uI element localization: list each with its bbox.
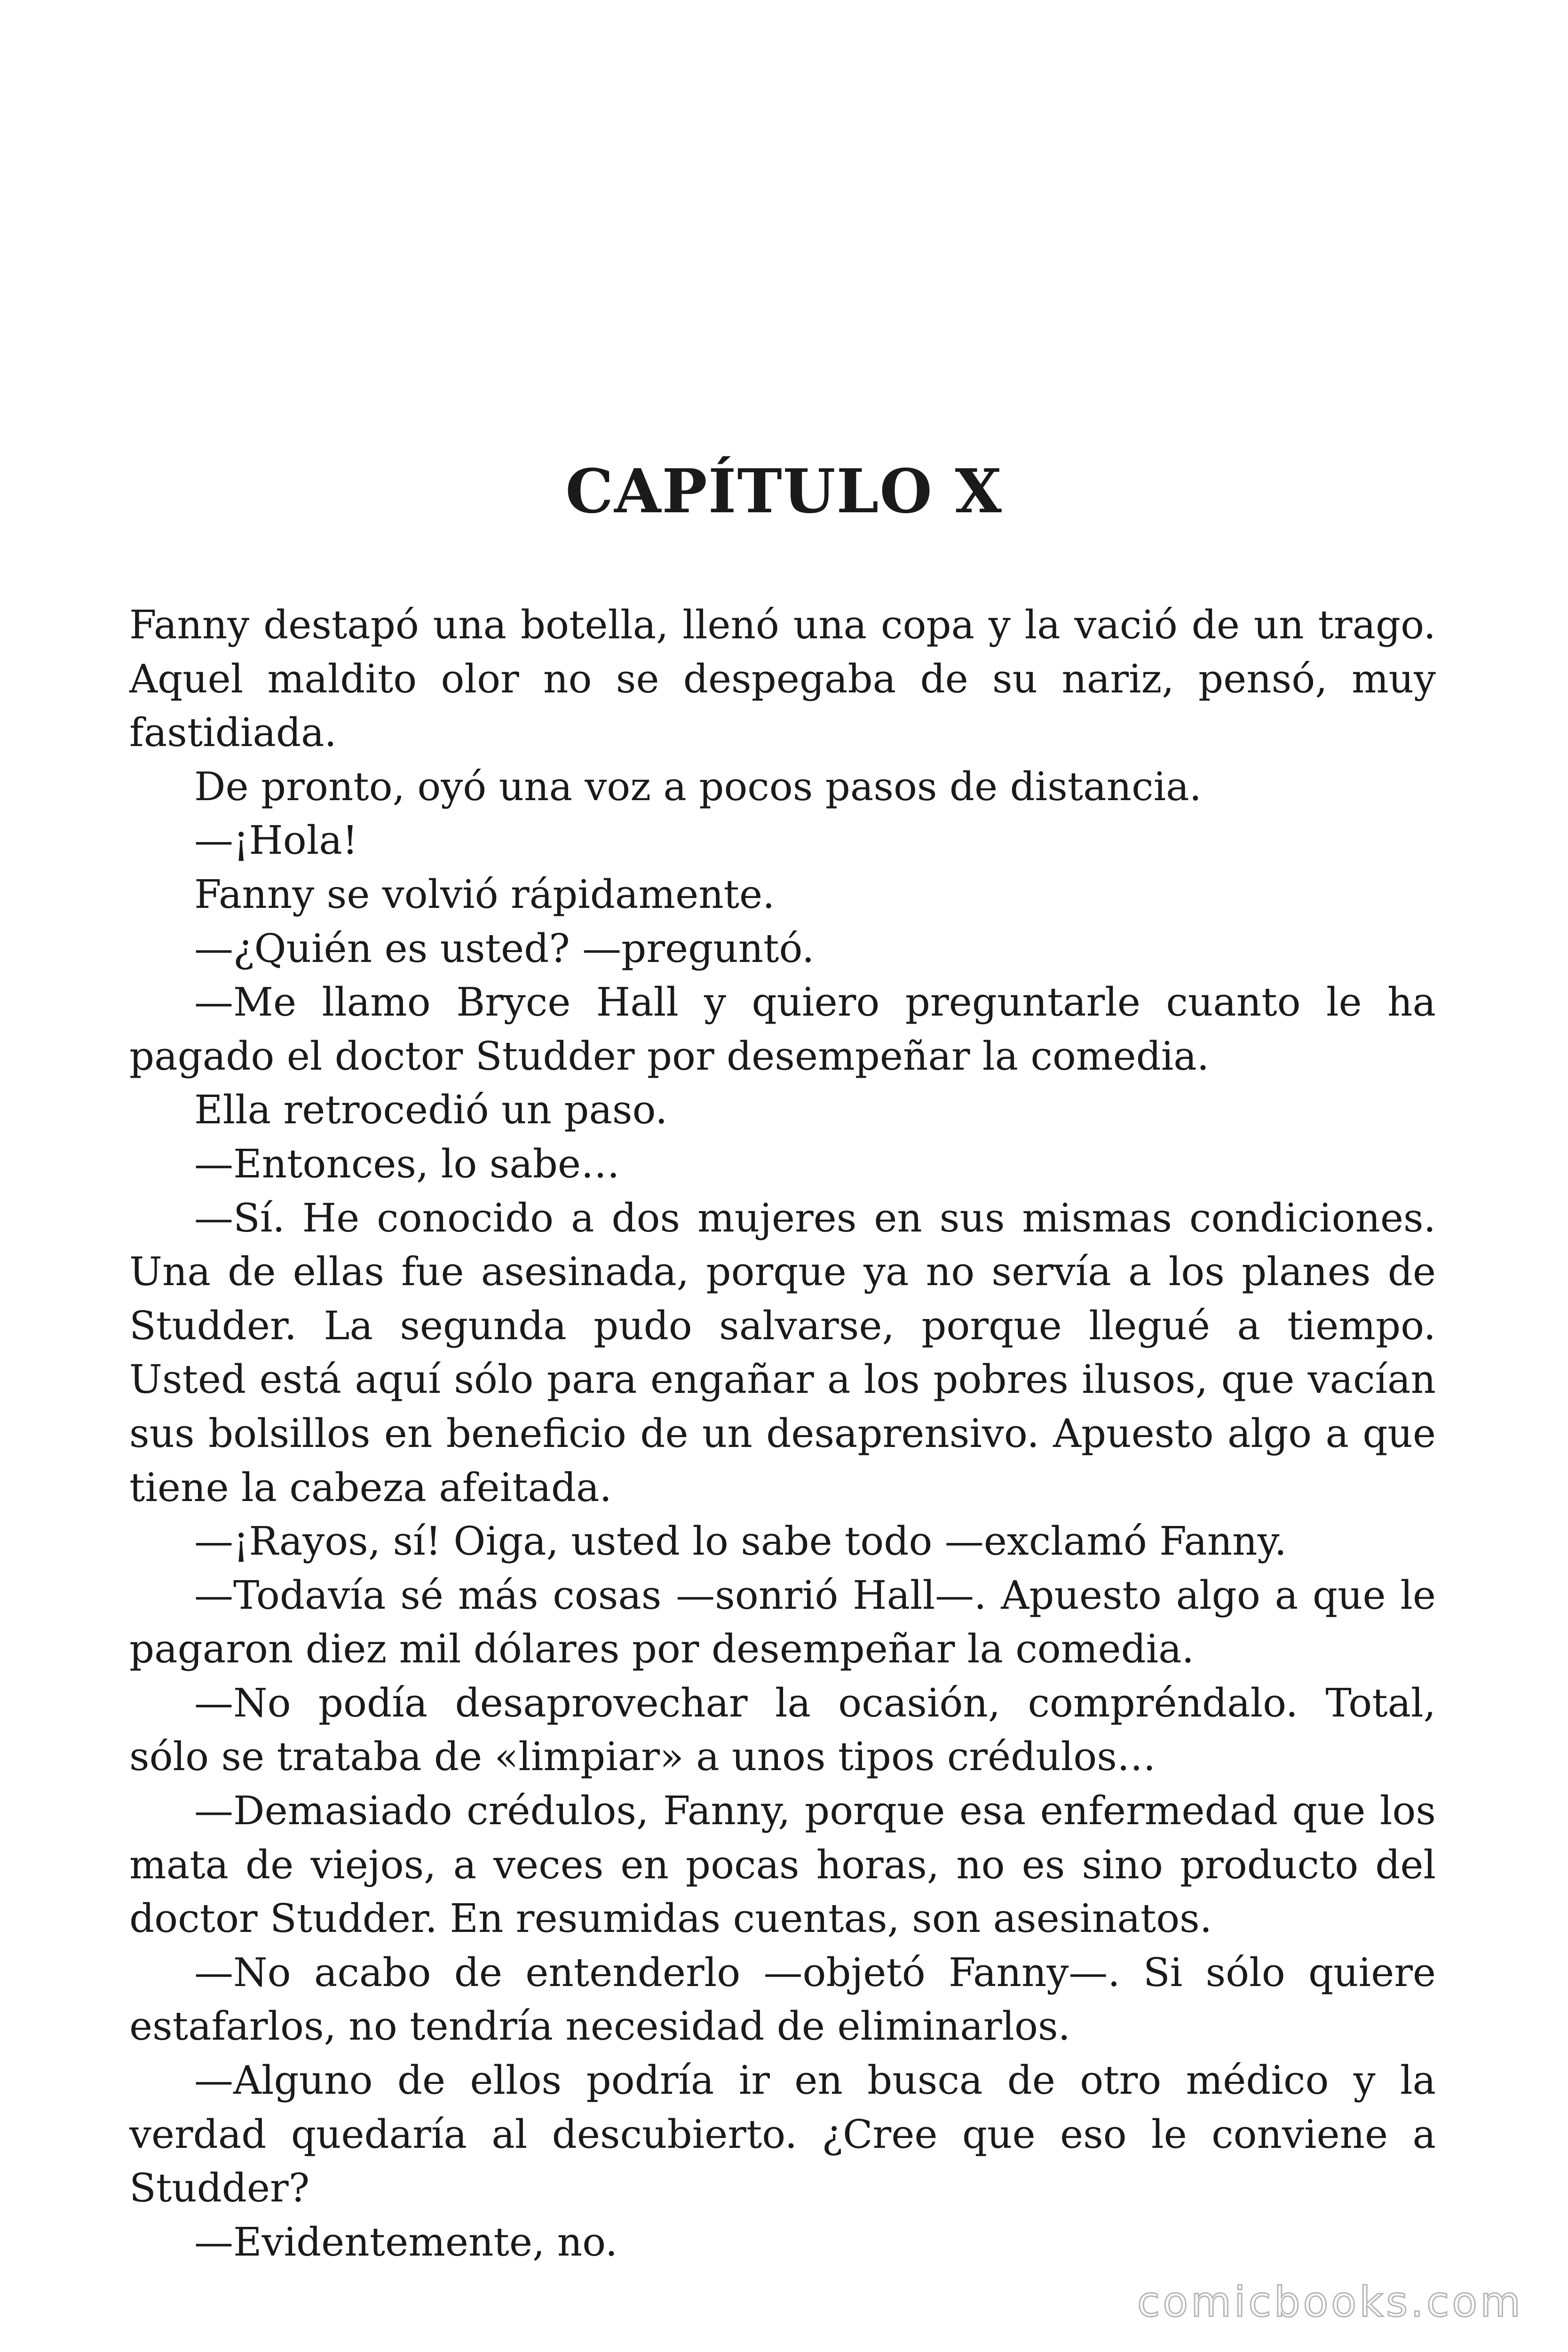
watermark: comicbooks.com — [1137, 2278, 1523, 2326]
paragraph: —¿Quién es usted? —preguntó. — [194, 925, 815, 971]
paragraph: —No podía desaprovechar la ocasión, compréndalo. Total, sólo se trataba de «limpiar» a unos tipos crédulos… — [129, 1680, 1436, 1780]
paragraph: —Todavía sé más cosas —sonrió Hall—. Apuesto algo a que le pagaron diez mil dólares por desempeñar la comedia. — [129, 1572, 1436, 1672]
paragraph: —¡Rayos, sí! Oiga, usted lo sabe todo —exclamó Fanny. — [194, 1518, 1287, 1565]
paragraph: Fanny se volvió rápidamente. — [194, 871, 775, 917]
paragraph: —Entonces, lo sabe… — [194, 1141, 620, 1187]
chapter-title: CAPÍTULO X — [565, 456, 1003, 527]
paragraph: —Sí. He conocido a dos mujeres en sus mismas condiciones. Una de ellas fue asesinada, porque ya no servía a los planes de Studder. La segunda pudo salvarse, porque llegué a tiempo. Usted está aquí sólo para engañar a los pobres ilusos, que vacían sus bolsillos en beneficio de un desaprensivo. Apuesto algo a que tiene la cabeza afeitada. — [129, 1195, 1436, 1510]
paragraph: —Alguno de ellos podría ir en busca de otro médico y la verdad quedaría al descubierto. ¿Cree que eso le conviene a Studder? — [129, 2058, 1436, 2211]
paragraph: De pronto, oyó una voz a pocos pasos de distancia. — [194, 763, 1202, 810]
paragraph: —Evidentemente, no. — [194, 2219, 618, 2265]
paragraph: —No acabo de entenderlo —objetó Fanny—. Si sólo quiere estafarlos, no tendría necesidad de eliminarlos. — [129, 1949, 1436, 2050]
chapter-body — [129, 598, 1436, 2269]
paragraph: —Demasiado crédulos, Fanny, porque esa enfermedad que los mata de viejos, a veces en pocas horas, no es sino producto del doctor Studder. En resumidas cuentas, son asesinatos. — [129, 1788, 1436, 1942]
paragraph: Ella retrocedió un paso. — [194, 1087, 668, 1133]
paragraph: —Me llamo Bryce Hall y quiero preguntarle cuanto le ha pagado el doctor Studder por desempeñar la comedia. — [129, 979, 1436, 1079]
paragraph: —¡Hola! — [194, 818, 358, 864]
paragraph: Fanny destapó una botella, llenó una copa y la vació de un trago. Aquel maldito olor no se despegaba de su nariz, pensó, muy fastidiada. — [129, 602, 1436, 756]
